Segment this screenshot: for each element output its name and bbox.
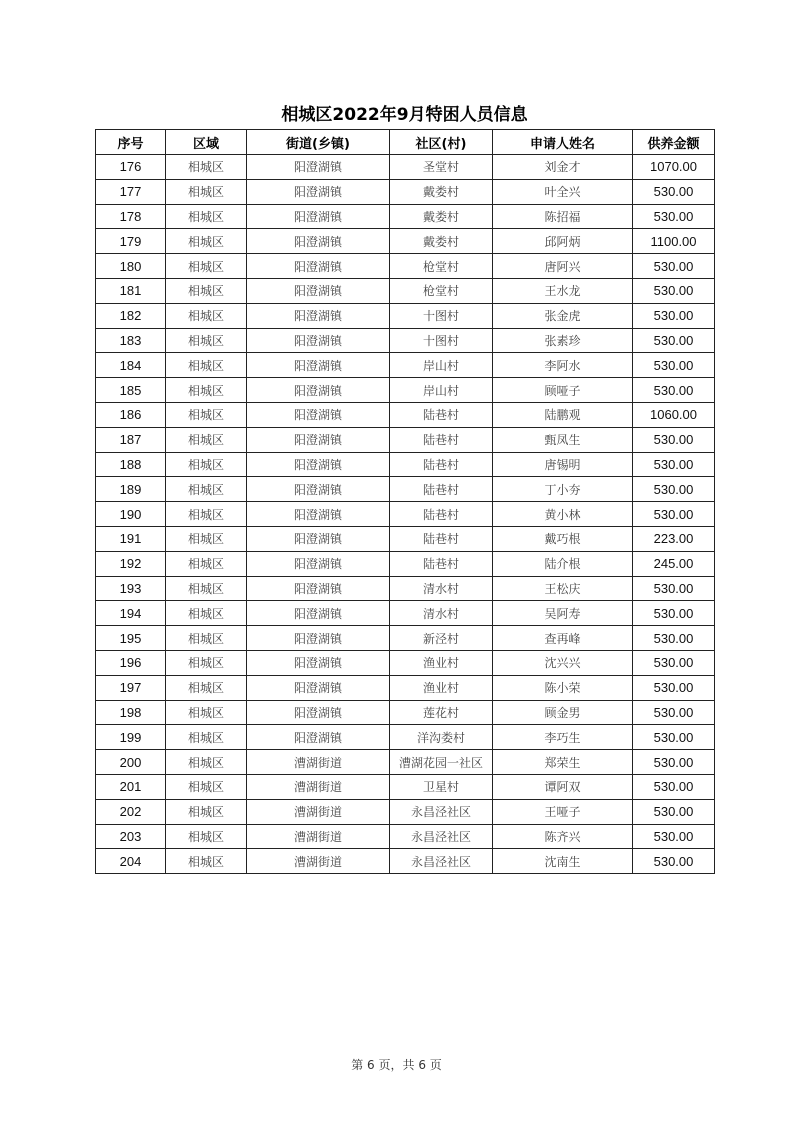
cell-street: 阳澄湖镇 (247, 626, 390, 651)
cell-community: 十图村 (390, 303, 493, 328)
table-row (96, 650, 715, 675)
cell-district: 相城区 (166, 824, 247, 849)
cell-amount: 530.00 (633, 452, 715, 477)
cell-applicant: 李巧生 (493, 725, 633, 750)
cell-index: 197 (96, 675, 166, 700)
table-row (96, 502, 715, 527)
cell-street: 阳澄湖镇 (247, 700, 390, 725)
cell-applicant: 沈南生 (493, 849, 633, 874)
table-row (96, 675, 715, 700)
table-row (96, 402, 715, 427)
cell-community: 十图村 (390, 328, 493, 353)
cell-amount: 530.00 (633, 725, 715, 750)
cell-amount: 530.00 (633, 427, 715, 452)
table-body (96, 155, 715, 874)
cell-index: 198 (96, 700, 166, 725)
cell-street: 阳澄湖镇 (247, 526, 390, 551)
cell-community: 卫星村 (390, 774, 493, 799)
cell-applicant: 黄小林 (493, 502, 633, 527)
cell-amount: 530.00 (633, 477, 715, 502)
cell-index: 177 (96, 179, 166, 204)
table-row (96, 452, 715, 477)
cell-district: 相城区 (166, 576, 247, 601)
cell-amount: 1070.00 (633, 155, 715, 180)
cell-district: 相城区 (166, 502, 247, 527)
cell-amount: 530.00 (633, 799, 715, 824)
cell-index: 204 (96, 849, 166, 874)
cell-amount: 530.00 (633, 378, 715, 403)
table-row (96, 601, 715, 626)
cell-amount: 530.00 (633, 626, 715, 651)
table-row (96, 774, 715, 799)
cell-community: 陆巷村 (390, 551, 493, 576)
cell-applicant: 陈招福 (493, 204, 633, 229)
cell-applicant: 吴阿寿 (493, 601, 633, 626)
cell-index: 183 (96, 328, 166, 353)
cell-applicant: 丁小夯 (493, 477, 633, 502)
cell-district: 相城区 (166, 155, 247, 180)
header-amount: 供养金额 (633, 130, 715, 155)
table-row (96, 328, 715, 353)
cell-street: 漕湖街道 (247, 849, 390, 874)
table-row (96, 303, 715, 328)
cell-index: 181 (96, 278, 166, 303)
cell-street: 阳澄湖镇 (247, 477, 390, 502)
table-row (96, 626, 715, 651)
cell-district: 相城区 (166, 204, 247, 229)
cell-index: 192 (96, 551, 166, 576)
cell-amount: 530.00 (633, 650, 715, 675)
cell-district: 相城区 (166, 328, 247, 353)
cell-index: 199 (96, 725, 166, 750)
table-row (96, 551, 715, 576)
cell-amount: 245.00 (633, 551, 715, 576)
cell-amount: 1100.00 (633, 229, 715, 254)
header-district: 区域 (166, 130, 247, 155)
table-row (96, 725, 715, 750)
cell-street: 阳澄湖镇 (247, 601, 390, 626)
cell-district: 相城区 (166, 551, 247, 576)
cell-applicant: 陆鹏观 (493, 402, 633, 427)
cell-street: 漕湖街道 (247, 774, 390, 799)
cell-amount: 1060.00 (633, 402, 715, 427)
cell-community: 清水村 (390, 601, 493, 626)
header-community: 社区(村) (390, 130, 493, 155)
cell-applicant: 陆介根 (493, 551, 633, 576)
cell-community: 莲花村 (390, 700, 493, 725)
cell-amount: 530.00 (633, 278, 715, 303)
cell-district: 相城区 (166, 799, 247, 824)
cell-applicant: 唐锡明 (493, 452, 633, 477)
header-row (96, 130, 715, 155)
cell-community: 陆巷村 (390, 526, 493, 551)
cell-index: 178 (96, 204, 166, 229)
cell-amount: 530.00 (633, 849, 715, 874)
cell-district: 相城区 (166, 700, 247, 725)
table-row (96, 155, 715, 180)
cell-amount: 530.00 (633, 774, 715, 799)
table-row (96, 254, 715, 279)
cell-community: 漕湖花园一社区 (390, 750, 493, 775)
cell-district: 相城区 (166, 254, 247, 279)
cell-district: 相城区 (166, 774, 247, 799)
cell-applicant: 刘金才 (493, 155, 633, 180)
header-applicant: 申请人姓名 (493, 130, 633, 155)
cell-index: 180 (96, 254, 166, 279)
cell-index: 202 (96, 799, 166, 824)
page-footer: 第 6 页，共 6 页 (351, 1058, 442, 1072)
cell-amount: 530.00 (633, 576, 715, 601)
cell-community: 清水村 (390, 576, 493, 601)
table-row (96, 179, 715, 204)
cell-street: 阳澄湖镇 (247, 650, 390, 675)
cell-community: 岸山村 (390, 353, 493, 378)
cell-street: 阳澄湖镇 (247, 155, 390, 180)
cell-community: 圣堂村 (390, 155, 493, 180)
cell-district: 相城区 (166, 650, 247, 675)
cell-index: 186 (96, 402, 166, 427)
cell-street: 漕湖街道 (247, 799, 390, 824)
cell-community: 陆巷村 (390, 427, 493, 452)
cell-index: 189 (96, 477, 166, 502)
cell-district: 相城区 (166, 477, 247, 502)
cell-district: 相城区 (166, 750, 247, 775)
cell-street: 漕湖街道 (247, 824, 390, 849)
cell-applicant: 王松庆 (493, 576, 633, 601)
cell-index: 187 (96, 427, 166, 452)
cell-amount: 530.00 (633, 675, 715, 700)
cell-index: 190 (96, 502, 166, 527)
cell-index: 185 (96, 378, 166, 403)
table-row (96, 700, 715, 725)
cell-index: 203 (96, 824, 166, 849)
cell-amount: 530.00 (633, 502, 715, 527)
cell-applicant: 甄凤生 (493, 427, 633, 452)
cell-amount: 530.00 (633, 824, 715, 849)
cell-applicant: 郑荣生 (493, 750, 633, 775)
cell-street: 阳澄湖镇 (247, 427, 390, 452)
cell-index: 200 (96, 750, 166, 775)
cell-district: 相城区 (166, 353, 247, 378)
cell-district: 相城区 (166, 303, 247, 328)
cell-community: 陆巷村 (390, 502, 493, 527)
table-row (96, 750, 715, 775)
cell-district: 相城区 (166, 179, 247, 204)
cell-applicant: 唐阿兴 (493, 254, 633, 279)
cell-index: 195 (96, 626, 166, 651)
cell-district: 相城区 (166, 378, 247, 403)
cell-applicant: 戴巧根 (493, 526, 633, 551)
cell-street: 阳澄湖镇 (247, 452, 390, 477)
cell-amount: 530.00 (633, 303, 715, 328)
cell-index: 193 (96, 576, 166, 601)
cell-index: 194 (96, 601, 166, 626)
cell-index: 179 (96, 229, 166, 254)
cell-community: 戴娄村 (390, 179, 493, 204)
cell-district: 相城区 (166, 725, 247, 750)
table-row (96, 378, 715, 403)
table-row (96, 353, 715, 378)
cell-amount: 223.00 (633, 526, 715, 551)
cell-applicant: 王水龙 (493, 278, 633, 303)
cell-district: 相城区 (166, 427, 247, 452)
cell-street: 漕湖街道 (247, 750, 390, 775)
cell-amount: 530.00 (633, 254, 715, 279)
cell-community: 永昌泾社区 (390, 824, 493, 849)
cell-index: 201 (96, 774, 166, 799)
cell-amount: 530.00 (633, 700, 715, 725)
cell-district: 相城区 (166, 452, 247, 477)
cell-community: 永昌泾社区 (390, 849, 493, 874)
header-index: 序号 (96, 130, 166, 155)
cell-applicant: 沈兴兴 (493, 650, 633, 675)
cell-amount: 530.00 (633, 328, 715, 353)
table-row (96, 427, 715, 452)
cell-index: 196 (96, 650, 166, 675)
cell-street: 阳澄湖镇 (247, 576, 390, 601)
cell-street: 阳澄湖镇 (247, 278, 390, 303)
cell-district: 相城区 (166, 601, 247, 626)
cell-amount: 530.00 (633, 601, 715, 626)
cell-street: 阳澄湖镇 (247, 725, 390, 750)
cell-community: 枪堂村 (390, 278, 493, 303)
cell-community: 渔业村 (390, 650, 493, 675)
cell-street: 阳澄湖镇 (247, 328, 390, 353)
cell-street: 阳澄湖镇 (247, 303, 390, 328)
document-title: 相城区2022年9月特困人员信息 (281, 105, 528, 125)
cell-applicant: 叶全兴 (493, 179, 633, 204)
cell-index: 176 (96, 155, 166, 180)
cell-index: 191 (96, 526, 166, 551)
cell-amount: 530.00 (633, 750, 715, 775)
cell-street: 阳澄湖镇 (247, 551, 390, 576)
cell-street: 阳澄湖镇 (247, 179, 390, 204)
cell-applicant: 谭阿双 (493, 774, 633, 799)
cell-community: 新泾村 (390, 626, 493, 651)
cell-district: 相城区 (166, 675, 247, 700)
cell-district: 相城区 (166, 278, 247, 303)
header-street: 街道(乡镇) (247, 130, 390, 155)
table-row (96, 576, 715, 601)
cell-amount: 530.00 (633, 179, 715, 204)
table-row (96, 278, 715, 303)
cell-district: 相城区 (166, 626, 247, 651)
cell-district: 相城区 (166, 526, 247, 551)
cell-street: 阳澄湖镇 (247, 353, 390, 378)
table-row (96, 204, 715, 229)
cell-community: 洋沟娄村 (390, 725, 493, 750)
cell-amount: 530.00 (633, 204, 715, 229)
cell-applicant: 李阿水 (493, 353, 633, 378)
cell-community: 陆巷村 (390, 477, 493, 502)
cell-street: 阳澄湖镇 (247, 229, 390, 254)
cell-community: 戴娄村 (390, 204, 493, 229)
table-row (96, 849, 715, 874)
cell-amount: 530.00 (633, 353, 715, 378)
cell-applicant: 张素珍 (493, 328, 633, 353)
table-row (96, 229, 715, 254)
cell-street: 阳澄湖镇 (247, 204, 390, 229)
cell-applicant: 查再峰 (493, 626, 633, 651)
cell-community: 渔业村 (390, 675, 493, 700)
cell-community: 枪堂村 (390, 254, 493, 279)
cell-community: 岸山村 (390, 378, 493, 403)
cell-district: 相城区 (166, 402, 247, 427)
cell-index: 184 (96, 353, 166, 378)
cell-applicant: 张金虎 (493, 303, 633, 328)
cell-community: 陆巷村 (390, 452, 493, 477)
table-row (96, 824, 715, 849)
cell-street: 阳澄湖镇 (247, 254, 390, 279)
cell-applicant: 陈小荣 (493, 675, 633, 700)
cell-street: 阳澄湖镇 (247, 402, 390, 427)
cell-district: 相城区 (166, 229, 247, 254)
cell-street: 阳澄湖镇 (247, 502, 390, 527)
cell-applicant: 陈齐兴 (493, 824, 633, 849)
cell-index: 182 (96, 303, 166, 328)
table-row (96, 477, 715, 502)
cell-community: 戴娄村 (390, 229, 493, 254)
cell-applicant: 邱阿炳 (493, 229, 633, 254)
cell-community: 永昌泾社区 (390, 799, 493, 824)
table-row (96, 799, 715, 824)
cell-applicant: 顾金男 (493, 700, 633, 725)
cell-district: 相城区 (166, 849, 247, 874)
data-table (95, 129, 715, 874)
table-row (96, 526, 715, 551)
cell-street: 阳澄湖镇 (247, 675, 390, 700)
cell-applicant: 王哑子 (493, 799, 633, 824)
cell-index: 188 (96, 452, 166, 477)
cell-community: 陆巷村 (390, 402, 493, 427)
cell-applicant: 顾哑子 (493, 378, 633, 403)
cell-street: 阳澄湖镇 (247, 378, 390, 403)
